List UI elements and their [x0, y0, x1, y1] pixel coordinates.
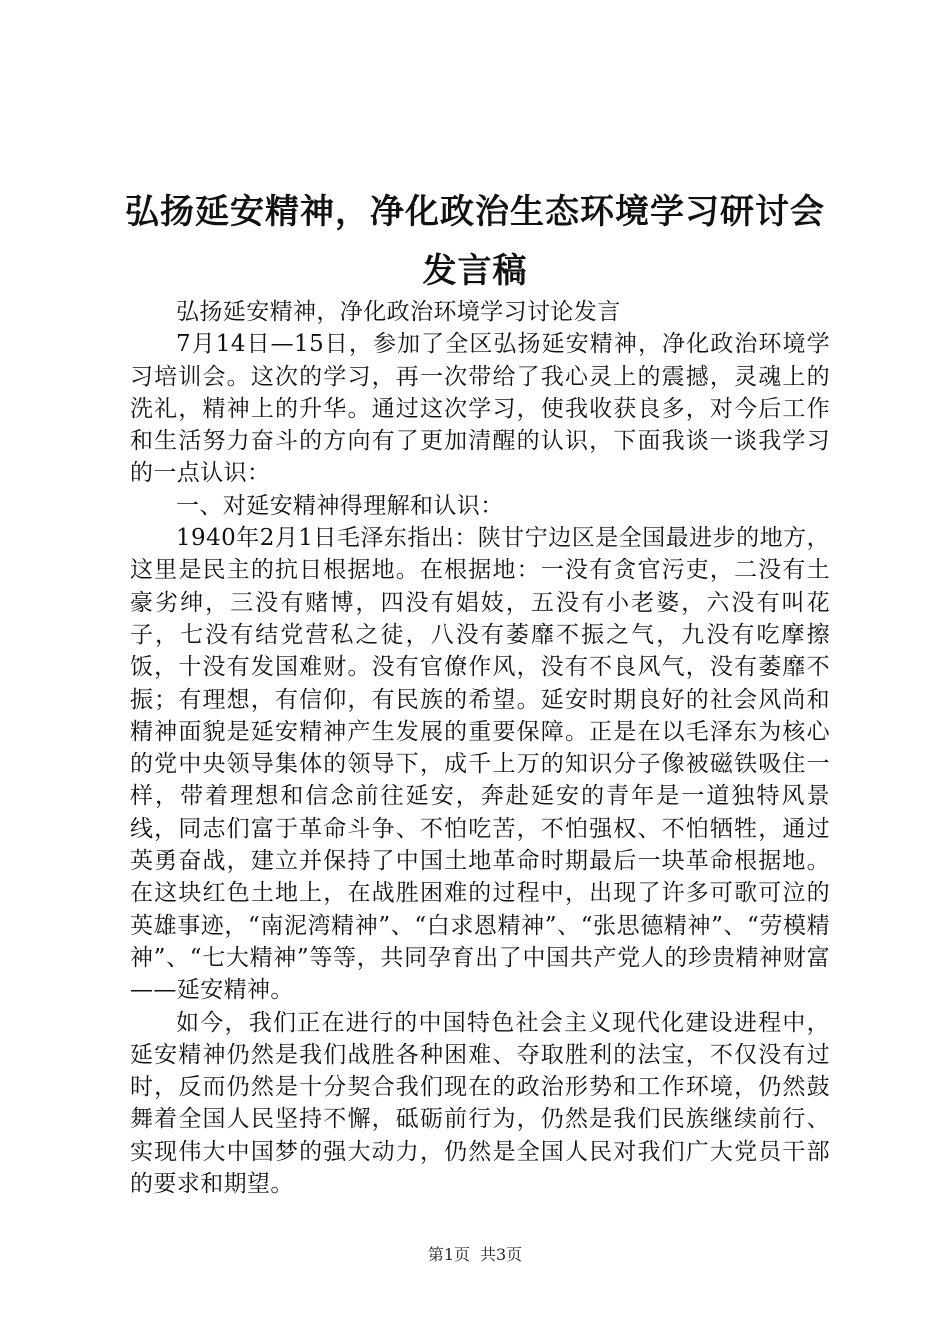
document-body	[130, 296, 830, 1200]
page-total: 共3页	[480, 1245, 523, 1264]
section-heading-1: 一、对延安精神得理解和认识：	[176, 492, 504, 519]
paragraph-intro: 7月14日—15日，参加了全区弘扬延安精神，净化政治环境学习培训会。这次的学习，再一次带给了我心灵上的震撼，灵魂上的洗礼，精神上的升华。通过这次学习，使我收获良多，对今后工作和生活努力奋斗的方向有了更加清醒的认识，下面我谈一谈我学习的一点认识：	[130, 331, 830, 487]
paragraph-history: 1940年2月1日毛泽东指出：陕甘宁边区是全国最进步的地方，这里是民主的抗日根据地。在根据地：一没有贪官污吏，二没有土豪劣绅，三没有赌博，四没有娼妓，五没有小老婆，六没有叫花子，七没有结党营私之徒，八没有萎靡不振之气，九没有吃摩擦饭，十没有发国难财。没有官僚作风，没有不良风气，没有萎靡不振；有理想，有信仰，有民族的希望。延安时期良好的社会风尚和精神面貌是延安精神产生发展的重要保障。正是在以毛泽东为核心的党中央领导集体的领导下，成千上万的知识分子像被磁铁吸住一样，带着理想和信念前往延安，奔赴延安的青年是一道独特风景线，同志们富于革命斗争、不怕吃苦，不怕强权、不怕牺牲，通过英勇奋战，建立并保持了中国土地革命时期最后一块革命根据地。在这块红色土地上，在战胜困难的过程中，出现了许多可歌可泣的英雄事迹，“南泥湾精神”、“白求恩精神”、“张思德精神”、“劳模精神”、“七大精神”等等，共同孕育出了中国共产党人的珍贵精神财富——延安精神。	[130, 525, 830, 1004]
paragraph-present: 如今，我们正在进行的中国特色社会主义现代化建设进程中，延安精神仍然是我们战胜各种困难、夺取胜利的法宝，不仅没有过时，反而仍然是十分契合我们现在的政治形势和工作环境，仍然鼓舞着全国人民坚持不懈，砥砺前行为，仍然是我们民族继续前行、实现伟大中国梦的强大动力，仍然是全国人民对我们广大党员干部的要求和期望。	[130, 1009, 830, 1198]
paragraph-subtitle: 弘扬延安精神，净化政治环境学习讨论发言	[176, 299, 621, 325]
page-footer	[0, 1244, 950, 1266]
page-number: 第1页	[427, 1245, 470, 1264]
document-title: 弘扬延安精神，净化政治生态环境学习研讨会发言稿	[125, 192, 825, 291]
